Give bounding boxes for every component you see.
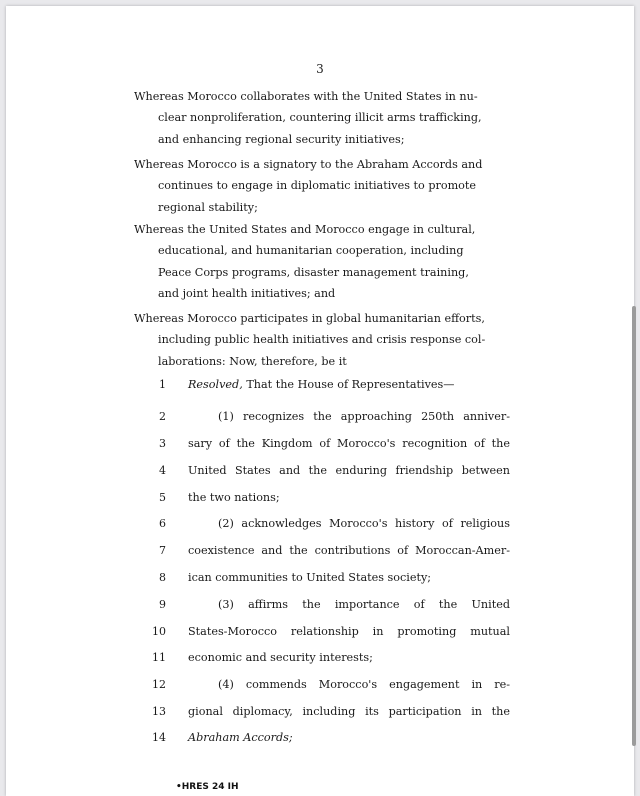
body-line: [188, 378, 510, 391]
body-line: [188, 731, 510, 744]
whereas-line: continues to engage in diplomatic initiatives to promote: [158, 179, 477, 193]
resolved-italic: Resolved,: [188, 378, 243, 391]
body-line: (4) commends Morocco's engagement in re-: [218, 678, 510, 691]
body-line-text: That the House of Representatives—: [242, 378, 455, 391]
line-number: 4: [159, 464, 166, 477]
whereas-clause: [134, 308, 514, 372]
whereas-line: Whereas Morocco collaborates with the United States in nu-: [134, 90, 478, 103]
line-number: 10: [152, 625, 166, 638]
body-line: sary of the Kingdom of Morocco's recognition of the: [188, 437, 510, 450]
document-page: [6, 6, 634, 796]
body-line: economic and security interests;: [188, 651, 373, 664]
body-line: (3) affirms the importance of the United: [218, 598, 510, 611]
body-line: ican communities to United States society;: [188, 571, 432, 584]
whereas-line: and joint health initiatives; and: [158, 286, 336, 300]
whereas-clause: [134, 86, 514, 150]
whereas-line: and enhancing regional security initiatives;: [158, 132, 405, 146]
line-number: 7: [159, 544, 166, 557]
whereas-clause: [134, 154, 514, 218]
document-footer-id: •HRES 24 IH: [176, 782, 239, 792]
whereas-line: regional stability;: [158, 200, 258, 214]
body-line: States-Morocco relationship in promoting mutual: [188, 625, 510, 638]
line-number: 12: [152, 678, 166, 691]
body-line: (1) recognizes the approaching 250th anniver-: [218, 410, 510, 423]
whereas-line: clear nonproliferation, countering illicit arms trafficking,: [158, 111, 482, 125]
line-number: 13: [152, 705, 166, 718]
abraham-accords-italic: Abraham Accords;: [188, 731, 293, 744]
body-line: (2) acknowledges Morocco's history of religious: [218, 517, 510, 530]
vertical-scrollbar[interactable]: [632, 306, 636, 746]
line-number: 2: [159, 410, 166, 423]
line-number: 3: [159, 437, 166, 450]
whereas-clause: [134, 219, 514, 304]
whereas-line: laborations: Now, therefore, be it: [158, 354, 347, 368]
line-number: 11: [152, 651, 166, 664]
line-number: 1: [159, 378, 166, 391]
body-line: coexistence and the contributions of Moroccan-Amer-: [188, 544, 510, 557]
whereas-line: Whereas the United States and Morocco engage in cultural,: [134, 223, 476, 236]
body-line: gional diplomacy, including its participation in the: [188, 705, 510, 718]
line-number: 14: [152, 731, 166, 744]
page-number: 3: [316, 62, 324, 76]
whereas-line: educational, and humanitarian cooperation, including: [158, 244, 464, 258]
whereas-line: Whereas Morocco participates in global humanitarian efforts,: [134, 312, 485, 325]
line-number: 8: [159, 571, 166, 584]
body-line: United States and the enduring friendship between: [188, 464, 510, 477]
line-number: 9: [159, 598, 166, 611]
body-line: the two nations;: [188, 491, 280, 504]
whereas-line: Peace Corps programs, disaster management training,: [158, 265, 469, 279]
whereas-line: Whereas Morocco is a signatory to the Abraham Accords and: [134, 158, 483, 171]
whereas-line: including public health initiatives and crisis response col-: [158, 333, 486, 347]
line-number: 6: [159, 517, 166, 530]
line-number: 5: [159, 491, 166, 504]
